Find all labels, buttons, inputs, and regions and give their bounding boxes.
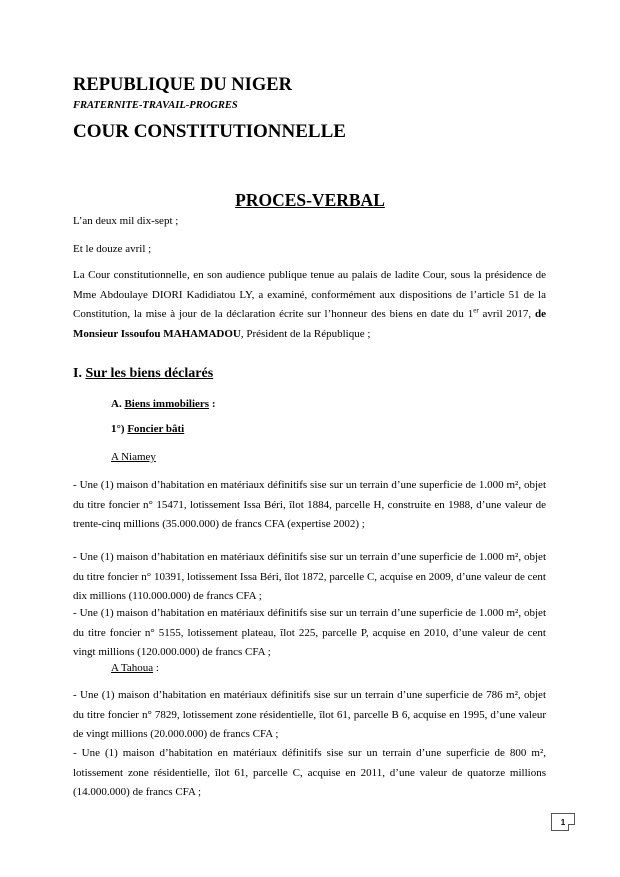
location-niamey-label: A Niamey <box>111 451 156 463</box>
subsection-suffix: : <box>209 398 216 410</box>
property-item-1: - Une (1) maison d’habitation en matériaux définitifs sise sur un terrain d’une superficie de 1.000 m², objet du titre foncier n° 15471, lotissement Issa Béri, îlot 1884, parcelle H, construite en 1988, d’une valeur de trente-cinq millions (35.000.000) de francs CFA (expertise 2002) ; <box>73 479 546 530</box>
category-number: 1°) <box>111 423 128 435</box>
motto-heading: FRATERNITE-TRAVAIL-PROGRES <box>73 100 238 111</box>
republic-heading: REPUBLIQUE DU NIGER <box>73 75 292 95</box>
intro-paragraph <box>73 266 546 344</box>
property-item-5: - Une (1) maison d’habitation en matériaux définitifs sise sur un terrain d’une superficie de 800 m², lotissement zone résidentielle, îlot 61, parcelle C, acquise en 2011, d’une valeur de quatorze millions (14.000.000) de francs CFA ; <box>73 747 546 798</box>
date-year-line: L’an deux mil dix-sept ; <box>73 215 179 227</box>
category-title: Foncier bâti <box>127 423 185 435</box>
category-heading <box>111 423 184 435</box>
intro-text-c: , Président de la République ; <box>240 327 371 340</box>
section-title: Sur les biens déclarés <box>85 366 214 381</box>
subsection-letter: A. <box>111 398 125 410</box>
court-heading: COUR CONSTITUTIONNELLE <box>73 121 346 142</box>
section-heading <box>73 366 213 382</box>
property-item-4: - Une (1) maison d’habitation en matériaux définitifs sise sur un terrain d’une superficie de 786 m², objet du titre foncier n° 7829, lotissement zone résidentielle, îlot 61, parcelle B 6, acquise en 1995, d’une valeur de vingt millions (20.000.000) de francs CFA ; <box>73 689 546 740</box>
location-tahoua <box>111 662 159 674</box>
intro-text-a: La Cour constitutionnelle, en son audience publique tenue au palais de ladite Cour, sous la présidence de Mme Abdoulaye DIORI Kadidiatou LY, a examiné, conformément aux dispositions de l’article 51 de la Constitution, la mise à jour de la déclaration écrite sur l’honneur des biens en date du 1 <box>73 269 546 320</box>
declarant-name: de Monsieur Issoufou MAHAMADOU <box>73 308 546 340</box>
location-tahoua-label: A Tahoua <box>111 662 154 674</box>
date-day-line: Et le douze avril ; <box>73 243 152 255</box>
section-number: I. <box>73 366 86 381</box>
location-niamey <box>111 451 156 463</box>
document-title: PROCES-VERBAL <box>235 190 385 210</box>
intro-superscript: er <box>473 306 479 315</box>
location-tahoua-suffix: : <box>153 662 159 674</box>
document-title-row <box>0 190 620 211</box>
intro-text-b: avril 2017, <box>478 308 535 320</box>
property-item-2: - Une (1) maison d’habitation en matériaux définitifs sise sur un terrain d’une superficie de 1.000 m², objet du titre foncier n° 10391, lotissement Issa Béri, îlot 1872, parcelle C, acquise en 2009, d’une valeur de cent dix millions (110.000.000) de francs CFA ; <box>73 551 546 602</box>
subsection-heading <box>111 398 216 410</box>
page-number-box: 1 <box>551 813 575 831</box>
subsection-title: Biens immobiliers <box>124 398 210 410</box>
property-item-3: - Une (1) maison d’habitation en matériaux définitifs sise sur un terrain d’une superficie de 1.000 m², objet du titre foncier n° 5155, lotissement plateau, îlot 225, parcelle P, acquise en 2010, d’une valeur de cent vingt millions (120.000.000) de francs CFA ; <box>73 607 546 658</box>
